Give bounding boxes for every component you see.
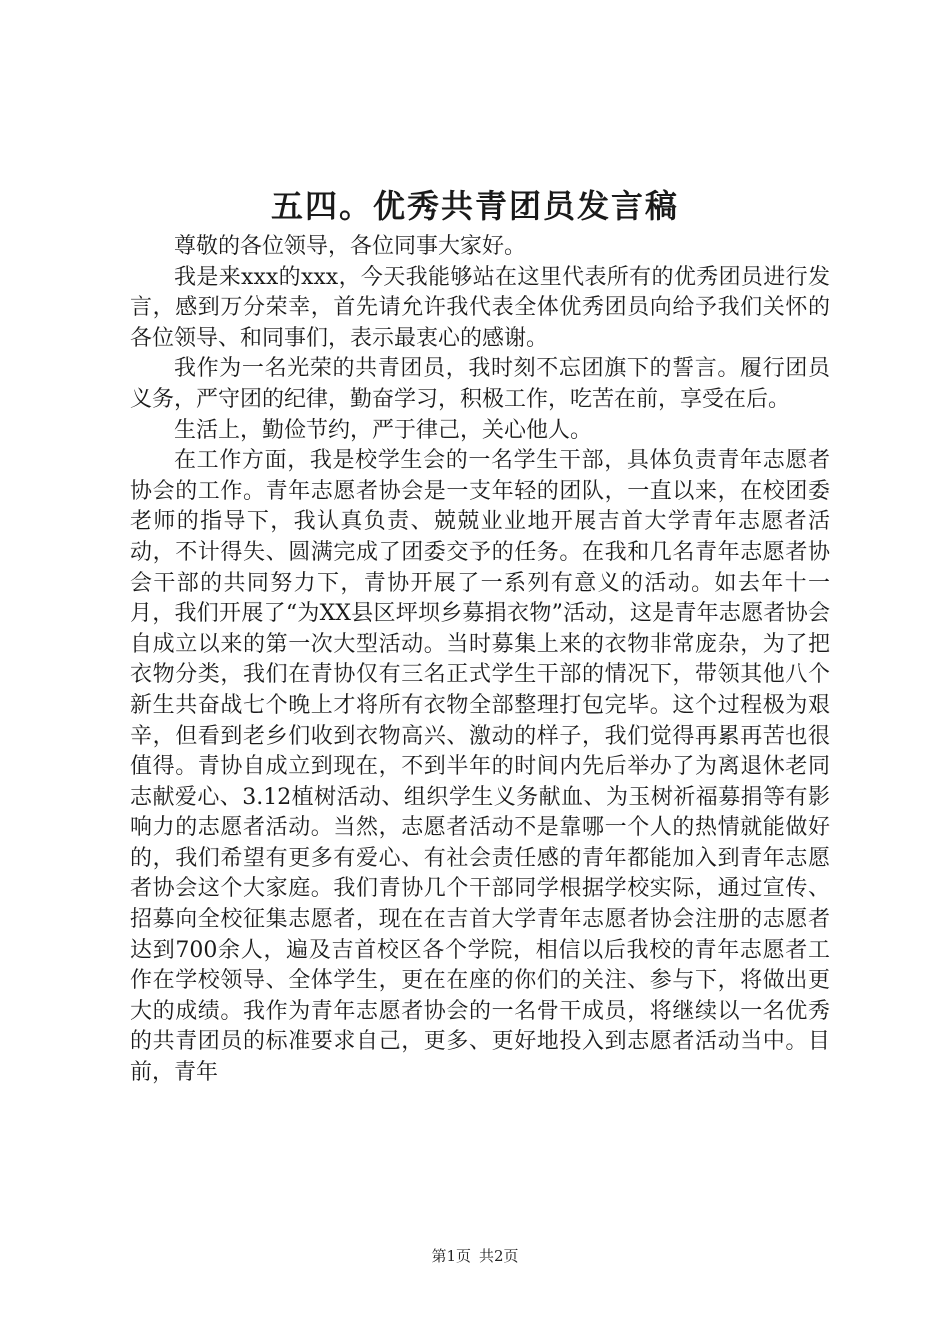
paragraph-greeting: 尊敬的各位领导，各位同事大家好。 (174, 234, 527, 259)
paragraph-introduction: 我是来xxx的xxx，今天我能够站在这里代表所有的优秀团员进行发言，感到万分荣幸，首先请允许我代表全体优秀团员向给予我们关怀的各位领导、和同事们，表示最衷心的感谢。 (130, 264, 830, 351)
document-body (130, 232, 830, 1089)
document-title: 五四。优秀共青团员发言稿 (270, 187, 679, 225)
page-footer (0, 1246, 950, 1266)
paragraph-oath: 我作为一名光荣的共青团员，我时刻不忘团旗下的誓言。履行团员义务，严守团的纪律，勤奋学习，积极工作，吃苦在前，享受在后。 (130, 356, 830, 412)
page-total: 共2页 (479, 1247, 519, 1265)
paragraph-work: 在工作方面，我是校学生会的一名学生干部，具体负责青年志愿者协会的工作。青年志愿者协会是一支年轻的团队，一直以来，在校团委老师的指导下，我认真负责、兢兢业业地开展吉首大学青年志愿者活动，不计得失、圆满完成了团委交予的任务。在我和几名青年志愿者协会干部的共同努力下，青协开展了一系列有意义的活动。如去年十一月，我们开展了“为XX县区坪坝乡募捐衣物”活动，这是青年志愿者协会自成立以来的第一次大型活动。当时募集上来的衣物非常庞杂，为了把衣物分类，我们在青协仅有三名正式学生干部的情况下，带领其他八个新生共奋战七个晚上才将所有衣物全部整理打包完毕。这个过程极为艰辛，但看到老乡们收到衣物高兴、激动的样子，我们觉得再累再苦也很值得。青协自成立到现在，不到半年的时间内先后举办了为离退休老同志献爱心、3.12植树活动、组织学生义务献血、为玉树祈福募捐等有影响力的志愿者活动。当然，志愿者活动不是靠哪一个人的热情就能做好的，我们希望有更多有爱心、有社会责任感的青年都能加入到青年志愿者协会这个大家庭。我们青协几个干部同学根据学校实际，通过宣传、招募向全校征集志愿者，现在在吉首大学青年志愿者协会注册的志愿者达到700余人，遍及吉首校区各个学院，相信以后我校的青年志愿者工作在学校领导、全体学生，更在在座的你们的关注、参与下，将做出更大的成绩。我作为青年志愿者协会的一名骨干成员，将继续以一名优秀的共青团员的标准要求自己，更多、更好地投入到志愿者活动当中。目前，青年 (130, 448, 830, 1086)
paragraph-life: 生活上，勤俭节约，严于律己，关心他人。 (174, 417, 593, 443)
page-number: 第1页 (431, 1247, 471, 1265)
